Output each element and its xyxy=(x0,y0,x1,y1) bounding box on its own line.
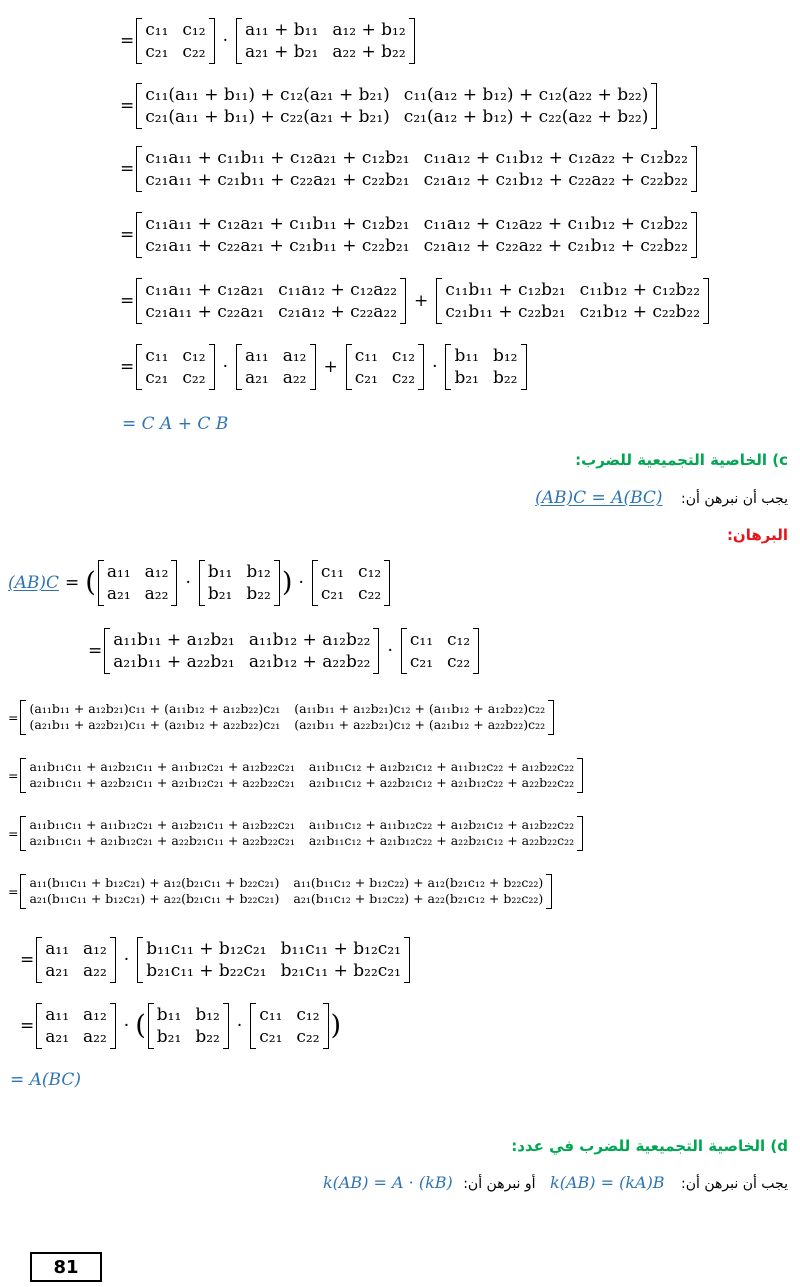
matrix-cell: a₂₁(b₁₁c₁₂ + b₁₂c₂₂) + a₂₂(b₂₁c₁₂ + b₂₂c₂₂) xyxy=(293,891,544,907)
matrix-cell: c₁₁(a₁₂ + b₁₂) + c₁₂(a₂₂ + b₂₂) xyxy=(403,85,649,105)
proof-lhs: (AB)C xyxy=(8,573,60,594)
matrix-abc-expanded xyxy=(20,700,554,735)
matrix-cell: c₂₁a₁₂ + c₂₂a₂₂ + c₂₁b₁₂ + c₂₂b₂₂ xyxy=(423,236,688,257)
matrix-cell: c₂₁b₁₁ + c₂₂b₂₁ xyxy=(445,302,566,323)
matrix-cell: a₂₂ xyxy=(282,368,307,389)
matrix-abc-distributed xyxy=(20,758,583,793)
matrix-cell: a₂₁ xyxy=(45,961,70,982)
matrix-cell: a₂₁ xyxy=(106,584,131,605)
matrix-cell: b₁₂ xyxy=(492,346,518,366)
bracket-right xyxy=(384,560,390,606)
equation-line-4: = c₁₁a₁₁ + c₁₂a₂₁ + c₁₁b₁₁ + c₁₂b₂₁ c₂₁a₁₁ + c₂₂a₂₁ + c₂₁b₁₁ + c₂₂b₂₁ c₁₁a₁₂ + c₁₂a₂₂ + c₁₁b₁₂ + c₁₂b₂₂ c₂₁a₁₂ + c₂₂a₂₂ + c₂₁b₁₂ + c₂₂b₂₂ xyxy=(120,212,699,258)
matrix-a xyxy=(36,1003,116,1049)
proof-line-6: = a₁₁(b₁₁c₁₁ + b₁₂c₂₁) + a₁₂(b₂₁c₁₁ + b₂₂c₂₁) a₂₁(b₁₁c₁₁ + b₁₂c₂₁) + a₂₂(b₂₁c₁₁ + b₂₂c₂₁) a₁₁(b₁₁c₁₂ + b₁₂c₂₂) + a₁₂(b₂₁c₁₂ + b₂₂c₂₂) a₂₁(b₁₁c₁₂ + b₁₂c₂₂) + a₂₂(b₂₁c₁₂ + b₂₂c₂₂) xyxy=(8,874,554,909)
matrix-cell: b₂₂ xyxy=(195,1027,220,1048)
proof-line-2: = a₁₁b₁₁ + a₁₂b₂₁ a₂₁b₁₁ + a₂₂b₂₁ a₁₁b₁₂ + a₁₂b₂₂ a₂₁b₁₂ + a₂₂b₂₂ · c₁₁ c₂₁ c₁₂ c₂₂ xyxy=(88,628,481,674)
matrix-cell: c₁₂ xyxy=(358,562,382,582)
matrix-cell: b₁₂ xyxy=(195,1005,220,1025)
equation-line-1: = c₁₁ c₂₁ c₁₂ c₂₂ · a₁₁ + b₁₁ a₂₁ + b₂₁ a₁₂ + b₁₂ a₂₂ + b₂₂ xyxy=(120,18,417,64)
matrix-cell: c₂₁a₁₁ + c₂₁b₁₁ + c₂₂a₂₁ + c₂₂b₂₁ xyxy=(145,170,410,191)
bracket-right xyxy=(409,18,415,64)
proof-line-3: = (a₁₁b₁₁ + a₁₂b₂₁)c₁₁ + (a₁₁b₁₂ + a₁₂b₂₂)c₂₁ (a₂₁b₁₁ + a₂₂b₂₁)c₁₁ + (a₂₁b₁₂ + a₂₂b₂₂)c₂₁ (a₁₁b₁₁ + a₁₂b₂₁)c₁₂ + (a₁₁b₁₂ + a₁₂b₂₂)c₂₂ (a₂₁b₁₁ + a₂₂b₂₁)c₁₂ + (a₂₁b₁₂ + a₂₂b₂₂)c₂₂ xyxy=(8,700,556,735)
matrix-cell: a₂₁b₁₁c₁₁ + a₂₁b₁₂c₂₁ + a₂₂b₂₁c₁₁ + a₂₂b₂₂c₂₁ xyxy=(29,833,295,849)
matrix-cell: c₂₁b₁₂ + c₂₂b₂₂ xyxy=(579,302,701,323)
equation-line-2: = c₁₁(a₁₁ + b₁₁) + c₁₂(a₂₁ + b₂₁) c₂₁(a₁₁ + b₁₁) + c₂₂(a₂₁ + b₂₁) c₁₁(a₁₂ + b₁₂) + c₁₂(a₂₂ + b₂₂) c₂₁(a₁₂ + b₁₂) + c₂₂(a₂₂ + b₂₂) xyxy=(120,83,659,129)
matrix-cell: a₁₁b₁₁c₁₁ + a₁₁b₁₂c₂₁ + a₁₂b₂₁c₁₁ + a₁₂b₂₂c₂₁ xyxy=(29,817,295,832)
proof-line-1: (AB)C = ( a₁₁ a₂₁ a₁₂ a₂₂ · b₁₁ b₂₁ b₁₂ b₂₂ ) · c₁₁ c₂₁ c₁₂ c₂₂ xyxy=(8,560,392,606)
matrix-cell: a₂₂ + b₂₂ xyxy=(332,42,406,63)
matrix-cell: a₂₁b₁₁ + a₂₂b₂₁ xyxy=(113,652,235,673)
matrix-cell: a₂₁b₁₁c₁₂ + a₂₂b₂₁c₁₂ + a₂₁b₁₂c₂₂ + a₂₂b₂₂c₂₂ xyxy=(308,775,575,791)
matrix-cell: b₂₁ xyxy=(156,1027,182,1048)
matrix-cell: b₂₁ xyxy=(207,584,233,605)
matrix-cell: c₁₂ xyxy=(182,346,206,366)
proof-line-4: = a₁₁b₁₁c₁₁ + a₁₂b₂₁c₁₁ + a₁₁b₁₂c₂₁ + a₁₂b₂₂c₂₁ a₂₁b₁₁c₁₁ + a₂₂b₂₁c₁₁ + a₂₁b₁₂c₂₁ + a₂₂b₂₂c₂₁ a₁₁b₁₁c₁₂ + a₁₂b₂₁c₁₂ + a₁₁b₁₂c₂₂ + a₁₂b₂₂c₂₂ a₂₁b₁₁c₁₂ + a₂₂b₂₁c₁₂ + a₂₁b₁₂c₂₂ + a₂₂b₂₂c₂₂ xyxy=(8,758,585,793)
matrix-cell: a₁₂ xyxy=(282,346,307,366)
section-d-formula-1: k(AB) = (kA)B xyxy=(550,1173,665,1192)
matrix-cell: a₁₁(b₁₁c₁₁ + b₁₂c₂₁) + a₁₂(b₂₁c₁₁ + b₂₂c₂₁) xyxy=(29,875,280,890)
matrix-cell: c₂₁ xyxy=(409,652,434,673)
matrix-cell: a₂₂ xyxy=(83,1027,107,1048)
section-d-prompt: يجب أن نبرهن أن: xyxy=(681,1176,788,1192)
matrix-cell: c₂₁a₁₂ + c₂₂a₂₂ xyxy=(278,302,398,323)
matrix-cell: c₂₁ xyxy=(259,1027,283,1048)
matrix-cell: c₁₁a₁₁ + c₁₁b₁₁ + c₁₂a₂₁ + c₁₂b₂₁ xyxy=(145,148,410,168)
matrix-cell: a₂₁ xyxy=(45,1027,70,1048)
matrix-cell: b₁₁ xyxy=(207,562,233,582)
matrix-cell: c₂₂ xyxy=(296,1027,320,1048)
bracket-right xyxy=(691,146,697,192)
section-c-title: c) الخاصية التجميعية للضرب: xyxy=(575,451,788,469)
matrix-cell: a₂₁b₁₁c₁₂ + a₂₁b₁₂c₂₂ + a₂₂b₂₁c₁₂ + a₂₂b₂₂c₂₂ xyxy=(308,833,575,849)
matrix-cell: c₁₁a₁₂ + c₁₂a₂₂ + c₁₁b₁₂ + c₁₂b₂₂ xyxy=(423,214,688,234)
matrix-cell: b₁₁ xyxy=(454,346,479,366)
matrix-cell: c₂₁a₁₁ + c₂₂a₂₁ xyxy=(145,302,265,323)
matrix-b xyxy=(148,1003,229,1049)
matrix-cell: c₂₁ xyxy=(354,368,378,389)
matrix-cell: a₁₂ + b₁₂ xyxy=(332,20,406,40)
bracket-right xyxy=(703,278,709,324)
matrix-cell: b₂₁c₁₁ + b₂₂c₂₁ xyxy=(146,961,267,982)
matrix-b xyxy=(445,344,526,390)
matrix-cell: a₁₁(b₁₁c₁₂ + b₁₂c₂₂) + a₁₂(b₂₁c₁₂ + b₂₂c₂₂) xyxy=(293,875,544,890)
matrix-cell: c₂₂ xyxy=(391,368,416,389)
matrix-cell: c₁₁a₁₂ + c₁₂a₂₂ xyxy=(278,280,398,300)
bracket-right xyxy=(651,83,657,129)
matrix-cell: c₁₁b₁₂ + c₁₂b₂₂ xyxy=(579,280,701,300)
matrix-a-plus-b xyxy=(236,18,415,64)
matrix-cell: a₁₁b₁₁c₁₂ + a₁₂b₂₁c₁₂ + a₁₁b₁₂c₂₂ + a₁₂b₂₂c₂₂ xyxy=(308,759,575,774)
matrix-cell: b₂₁c₁₁ + b₂₂c₂₁ xyxy=(280,961,401,982)
matrix-cell: (a₁₁b₁₁ + a₁₂b₂₁)c₁₂ + (a₁₁b₁₂ + a₁₂b₂₂)c₂₂ xyxy=(294,701,546,716)
matrix-cell: c₂₁a₁₂ + c₂₁b₁₂ + c₂₂a₂₂ + c₂₂b₂₂ xyxy=(423,170,688,191)
matrix-cell: c₁₁ xyxy=(259,1005,283,1025)
matrix-cell: a₂₂ xyxy=(83,961,107,982)
matrix-cell: b₂₂ xyxy=(246,584,271,605)
matrix-bc xyxy=(137,937,410,983)
matrix-cell: (a₂₁b₁₁ + a₂₂b₂₁)c₁₂ + (a₂₁b₁₂ + a₂₂b₂₂)c₂₂ xyxy=(294,717,546,733)
matrix-regrouped xyxy=(136,212,697,258)
matrix-cb xyxy=(436,278,709,324)
matrix-b xyxy=(199,560,280,606)
matrix-cell: c₂₂ xyxy=(447,652,471,673)
equation-line-5: = c₁₁a₁₁ + c₁₂a₂₁ c₂₁a₁₁ + c₂₂a₂₁ c₁₁a₁₂ + c₁₂a₂₂ c₂₁a₁₂ + c₂₂a₂₂ + c₁₁b₁₁ + c₁₂b₂₁ c₂₁b₁₁ + c₂₂b₂₁ c₁₁b₁₂ + c₁₂b₂₂ c₂₁b₁₂ + c₂₂b₂₂ xyxy=(120,278,711,324)
bracket-right xyxy=(110,937,116,983)
equation-line-6: = c₁₁ c₂₁ c₁₂ c₂₂ · a₁₁ a₂₁ a₁₂ a₂₂ + c₁₁ c₂₁ c₁₂ c₂₂ · b₁₁ b₂₁ b₁₂ b₂₂ xyxy=(120,344,529,390)
matrix-ab xyxy=(104,628,379,674)
matrix-cell: a₁₁b₁₂ + a₁₂b₂₂ xyxy=(248,630,371,650)
bracket-right xyxy=(404,937,410,983)
matrix-cell: a₂₁(b₁₁c₁₁ + b₁₂c₂₁) + a₂₂(b₂₁c₁₁ + b₂₂c₂₁) xyxy=(29,891,280,907)
page-number: 81 xyxy=(30,1252,102,1282)
bracket-right xyxy=(310,344,316,390)
bracket-right xyxy=(223,1003,229,1049)
bracket-right xyxy=(171,560,177,606)
bracket-right xyxy=(274,560,280,606)
matrix-cell: c₂₂ xyxy=(358,584,382,605)
matrix-cell: c₁₁a₁₂ + c₁₁b₁₂ + c₁₂a₂₂ + c₁₂b₂₂ xyxy=(423,148,688,168)
matrix-cell: b₁₁c₁₁ + b₁₂c₂₁ xyxy=(146,939,267,959)
matrix-abc-regrouped xyxy=(20,816,583,851)
matrix-cell: a₂₁b₁₂ + a₂₂b₂₂ xyxy=(248,652,371,673)
matrix-a xyxy=(236,344,316,390)
result-ca-plus-cb: = C A + C B xyxy=(122,414,229,434)
matrix-cell: c₁₂ xyxy=(391,346,416,366)
matrix-cell: c₂₁ xyxy=(320,584,345,605)
matrix-ca xyxy=(136,278,406,324)
matrix-cell: a₁₁ xyxy=(106,562,131,582)
matrix-cell: c₁₂ xyxy=(447,630,471,650)
matrix-cell: a₂₁ xyxy=(244,368,269,389)
bracket-right xyxy=(521,344,527,390)
matrix-cell: c₂₂ xyxy=(182,368,206,389)
matrix-cell: c₂₁ xyxy=(145,368,169,389)
matrix-cell: a₁₁ xyxy=(45,939,70,959)
section-c-prompt: يجب أن نبرهن أن: xyxy=(681,491,788,507)
matrix-cell: c₁₁ xyxy=(145,20,169,40)
matrix-cell: c₁₁(a₁₁ + b₁₁) + c₁₂(a₂₁ + b₂₁) xyxy=(145,85,390,105)
bracket-right xyxy=(323,1003,329,1049)
matrix-cell: c₁₂ xyxy=(296,1005,320,1025)
matrix-cell: a₁₁ xyxy=(45,1005,70,1025)
matrix-c xyxy=(312,560,390,606)
proof-line-7: = a₁₁ a₂₁ a₁₂ a₂₂ · b₁₁c₁₁ + b₁₂c₂₁ b₂₁c₁₁ + b₂₂c₂₁ b₁₁c₁₁ + b₁₂c₂₁ b₂₁c₁₁ + b₂₂c₂₁ xyxy=(20,937,412,983)
matrix-cell: a₁₁ + b₁₁ xyxy=(244,20,319,40)
matrix-cell: c₁₁a₁₁ + c₁₂a₂₁ xyxy=(145,280,265,300)
bracket-right xyxy=(418,344,424,390)
bracket-right xyxy=(577,758,583,793)
matrix-cell: c₂₂ xyxy=(182,42,206,63)
matrix-cell: a₁₂ xyxy=(83,1005,107,1025)
matrix-cell: b₂₂ xyxy=(492,368,518,389)
matrix-cell: c₁₁ xyxy=(145,346,169,366)
matrix-cell: a₂₁b₁₁c₁₁ + a₂₂b₂₁c₁₁ + a₂₁b₁₂c₂₁ + a₂₂b₂₂c₂₁ xyxy=(29,775,295,791)
matrix-cell: b₁₁ xyxy=(156,1005,182,1025)
matrix-cell: c₁₁ xyxy=(354,346,378,366)
matrix-c xyxy=(346,344,424,390)
section-c-formula: (AB)C = A(BC) xyxy=(535,488,663,508)
section-d-formula-2: k(AB) = A · (kB) xyxy=(322,1173,453,1192)
matrix-cell: c₂₁ xyxy=(145,42,169,63)
matrix-c xyxy=(401,628,479,674)
bracket-right xyxy=(548,700,554,735)
matrix-cell: a₁₁b₁₁ + a₁₂b₂₁ xyxy=(113,630,235,650)
bracket-right xyxy=(546,874,552,909)
matrix-c xyxy=(136,344,214,390)
matrix-cell: a₂₂ xyxy=(144,584,169,605)
matrix-cell: a₁₂ xyxy=(144,562,169,582)
matrix-cell: a₁₁b₁₁c₁₂ + a₁₁b₁₂c₂₂ + a₁₂b₂₁c₁₂ + a₁₂b₂₂c₂₂ xyxy=(308,817,575,832)
matrix-a xyxy=(36,937,116,983)
matrix-cell: a₁₂ xyxy=(83,939,107,959)
bracket-right xyxy=(400,278,406,324)
proof-line-9 xyxy=(10,1070,81,1090)
bracket-right xyxy=(473,628,479,674)
bracket-right xyxy=(110,1003,116,1049)
matrix-cell: c₂₁a₁₁ + c₂₂a₂₁ + c₂₁b₁₁ + c₂₂b₂₁ xyxy=(145,236,410,257)
matrix-cell: c₁₁ xyxy=(409,630,434,650)
section-c-statement xyxy=(535,488,788,508)
bracket-right xyxy=(373,628,379,674)
matrix-cell: (a₂₁b₁₁ + a₂₂b₂₁)c₁₁ + (a₂₁b₁₂ + a₂₂b₂₂)c₂₁ xyxy=(29,717,281,733)
proof-line-5: = a₁₁b₁₁c₁₁ + a₁₁b₁₂c₂₁ + a₁₂b₂₁c₁₁ + a₁₂b₂₂c₂₁ a₂₁b₁₁c₁₁ + a₂₁b₁₂c₂₁ + a₂₂b₂₁c₁₁ + a₂₂b₂₂c₂₁ a₁₁b₁₁c₁₂ + a₁₁b₁₂c₂₂ + a₁₂b₂₁c₁₂ + a₁₂b₂₂c₂₂ a₂₁b₁₁c₁₂ + a₂₁b₁₂c₂₂ + a₂₂b₂₁c₁₂ + a₂₂b₂₂c₂₂ xyxy=(8,816,585,851)
matrix-cell: b₁₁c₁₁ + b₁₂c₂₁ xyxy=(280,939,401,959)
section-d-title: d) الخاصية التجميعية للضرب في عدد: xyxy=(511,1137,788,1155)
matrix-cell: c₂₁(a₁₂ + b₁₂) + c₂₂(a₂₂ + b₂₂) xyxy=(403,107,649,128)
matrix-cell: b₂₁ xyxy=(454,368,479,389)
matrix-abc-factored xyxy=(20,874,552,909)
matrix-c xyxy=(250,1003,328,1049)
equation-line-3: = c₁₁a₁₁ + c₁₁b₁₁ + c₁₂a₂₁ + c₁₂b₂₁ c₂₁a₁₁ + c₂₁b₁₁ + c₂₂a₂₁ + c₂₂b₂₁ c₁₁a₁₂ + c₁₁b₁₂ + c₁₂a₂₂ + c₁₂b₂₂ c₂₁a₁₂ + c₂₁b₁₂ + c₂₂a₂₂ + c₂₂b₂₂ xyxy=(120,146,699,192)
matrix-cell: c₁₂ xyxy=(182,20,206,40)
matrix-cell: (a₁₁b₁₁ + a₁₂b₂₁)c₁₁ + (a₁₁b₁₂ + a₁₂b₂₂)c₂₁ xyxy=(29,701,281,716)
matrix-cell: a₂₁ + b₂₁ xyxy=(244,42,319,63)
proof-label: البرهان: xyxy=(726,526,788,544)
bracket-right xyxy=(577,816,583,851)
matrix-expanded xyxy=(136,83,657,129)
matrix-cell: a₁₁ xyxy=(244,346,269,366)
matrix-cell: c₁₁b₁₁ + c₁₂b₂₁ xyxy=(445,280,566,300)
matrix-cell: c₁₁ xyxy=(320,562,345,582)
bracket-right xyxy=(209,18,215,64)
matrix-cell: a₁₁b₁₁c₁₁ + a₁₂b₂₁c₁₁ + a₁₁b₁₂c₂₁ + a₁₂b₂₂c₂₁ xyxy=(29,759,295,774)
equation-line-7 xyxy=(122,414,228,434)
matrix-cell: b₁₂ xyxy=(246,562,271,582)
matrix-cell: c₁₁a₁₁ + c₁₂a₂₁ + c₁₁b₁₁ + c₁₂b₂₁ xyxy=(145,214,410,234)
result-a-bc: = A(BC) xyxy=(10,1070,82,1090)
matrix-cell: c₂₁(a₁₁ + b₁₁) + c₂₂(a₂₁ + b₂₁) xyxy=(145,107,390,128)
bracket-right xyxy=(209,344,215,390)
matrix-c xyxy=(136,18,214,64)
section-d-or: أو نبرهن أن: xyxy=(463,1176,536,1192)
matrix-distributed xyxy=(136,146,697,192)
bracket-right xyxy=(691,212,697,258)
proof-line-8: = a₁₁ a₂₁ a₁₂ a₂₂ · ( b₁₁ b₂₁ b₁₂ b₂₂ · c₁₁ c₂₁ c₁₂ c₂₂ ) xyxy=(20,1003,341,1049)
section-d-statement xyxy=(323,1173,788,1192)
matrix-a xyxy=(98,560,178,606)
